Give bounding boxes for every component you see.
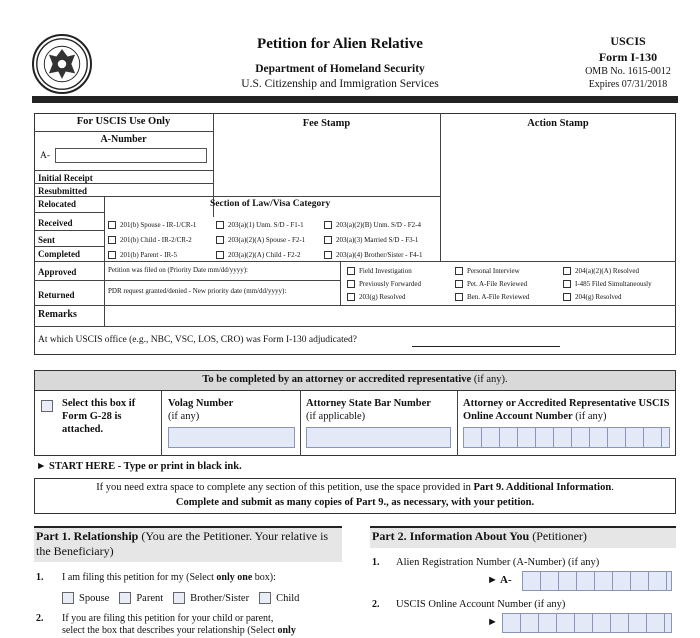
status-label: Ben. A-File Reviewed — [467, 293, 530, 301]
visa-checkbox[interactable] — [216, 221, 224, 229]
part2-title-bold: Part 2. Information About You — [372, 529, 530, 543]
part2-q2-arrow-icon: ► — [487, 616, 498, 628]
part2-q1-number: 1. — [372, 557, 380, 568]
divider — [440, 113, 441, 261]
visa-option-label: 201(b) Child - IR-2/CR-2 — [120, 236, 192, 244]
part1-q2-line1: If you are filing this petition for your child or parent, — [62, 613, 274, 624]
relationship-options — [62, 592, 299, 604]
status-label: Personal Interview — [467, 267, 520, 275]
g28-label: Select this box if Form G-28 is attached. — [62, 398, 136, 435]
visa-option-label: 203(a)(2)(A) Child - F2-2 — [228, 251, 301, 259]
part1-q1-a: I am filing this petition for my (Select — [62, 572, 217, 583]
parent-checkbox[interactable] — [119, 592, 131, 604]
account-label-bold: Attorney or Accredited Representative USCIS Online Account Number — [463, 398, 670, 422]
part1-q2-line2-a: select the box that describes your relationship (Select — [62, 625, 278, 636]
volag-label — [168, 397, 233, 423]
dhs-seal-logo — [32, 34, 92, 94]
status-label: Field Investigation — [359, 267, 412, 275]
attorney-header — [35, 374, 675, 385]
status-checkbox[interactable] — [563, 267, 571, 275]
volag-number-input[interactable] — [168, 427, 295, 448]
divider — [34, 183, 213, 184]
part1-q1-text — [62, 572, 276, 583]
divider — [34, 246, 104, 247]
visa-col-1 — [108, 218, 196, 263]
status-checkbox[interactable] — [347, 293, 355, 301]
divider — [34, 212, 104, 213]
completed-label: Completed — [38, 249, 80, 259]
part2-q1-arrow — [487, 574, 512, 586]
agency-name: U.S. Citizenship and Immigration Services — [241, 78, 439, 90]
relocated-label: Relocated — [38, 199, 76, 209]
visa-option-label: 203(a)(3) Married S/D - F3-1 — [336, 236, 419, 244]
expiration-date: Expires 07/31/2018 — [588, 79, 668, 90]
initial-receipt-label: Initial Receipt — [38, 173, 93, 183]
for-uscis-use-only: For USCIS Use Only — [76, 116, 171, 127]
visa-checkbox[interactable] — [324, 221, 332, 229]
visa-checkbox[interactable] — [216, 251, 224, 259]
visa-checkbox[interactable] — [324, 236, 332, 244]
brother-sister-checkbox[interactable] — [173, 592, 185, 604]
status-checkbox[interactable] — [347, 267, 355, 275]
visa-option-label: 203(a)(4) Brother/Sister - F4-1 — [336, 251, 423, 259]
bar-label-bold: Attorney State Bar Number — [306, 398, 431, 409]
part2-q2-number: 2. — [372, 599, 380, 610]
bar-number-label — [306, 397, 431, 423]
adjudicated-question: At which USCIS office (e.g., NBC, VSC, LOS, CRO) was Form I-130 adjudicated? — [38, 335, 357, 345]
child-checkbox[interactable] — [259, 592, 271, 604]
checks-col-a — [347, 265, 421, 304]
form-title: Petition for Alien Relative — [257, 36, 423, 52]
visa-option-label: 203(a)(1) Unm. S/D - F1-1 — [228, 221, 304, 229]
attorney-header-rest: (if any). — [471, 374, 508, 385]
part2-title-rest: (Petitioner) — [529, 529, 587, 543]
resubmitted-label: Resubmitted — [38, 186, 87, 196]
extra-line1-c: . — [611, 482, 614, 493]
visa-option-label: 201(b) Parent - IR-5 — [120, 251, 177, 259]
divider — [34, 280, 340, 281]
action-stamp-label: Action Stamp — [527, 118, 589, 129]
visa-option-label: 203(a)(2)(B) Unm. S/D - F2-4 — [336, 221, 421, 229]
status-checkbox[interactable] — [455, 280, 463, 288]
part2-title — [372, 529, 587, 544]
part1-q1-b: only one — [216, 572, 253, 583]
part2-q2-text: USCIS Online Account Number (if any) — [396, 599, 566, 610]
checks-col-b — [455, 265, 529, 304]
divider — [457, 391, 458, 456]
extra-space-line2: Complete and submit as many copies of Part 9., as necessary, with your petition. — [175, 497, 535, 508]
pdr-label: PDR request granted/denied - New priority date (mm/dd/yyyy): — [108, 287, 287, 295]
part1-q2-number: 2. — [36, 613, 44, 624]
extra-line1-b: Part 9. Additional Information — [473, 482, 612, 493]
status-checkbox[interactable] — [455, 293, 463, 301]
uscis-a-number-input[interactable] — [55, 148, 207, 163]
header-rule — [32, 96, 678, 103]
section-law-label: Section of Law/Visa Category — [210, 199, 331, 209]
petitioner-a-number-input[interactable] — [522, 571, 672, 591]
visa-col-3 — [324, 218, 423, 263]
visa-col-2 — [216, 218, 305, 263]
divider — [34, 305, 676, 306]
bar-number-input[interactable] — [306, 427, 451, 448]
checks-col-c — [563, 265, 652, 304]
fee-stamp-label: Fee Stamp — [302, 118, 351, 129]
volag-label-bold: Volag Number — [168, 398, 234, 409]
petitioner-online-account-input[interactable] — [502, 613, 672, 633]
arrow-icon: ► — [487, 574, 498, 586]
uscis-label: USCIS — [610, 34, 646, 48]
part2-q1-text: Alien Registration Number (A-Number) (if any) — [396, 557, 600, 568]
part1-q1-number: 1. — [36, 572, 44, 583]
approved-label: Approved — [38, 267, 77, 277]
spouse-checkbox[interactable] — [62, 592, 74, 604]
a-prefix: A- — [40, 151, 51, 161]
attorney-header-bold: To be completed by an attorney or accredited representative — [202, 374, 472, 385]
divider — [34, 230, 104, 231]
brother-sister-label: Brother/Sister — [190, 592, 250, 604]
volag-label-rest: (if any) — [168, 411, 200, 422]
status-label: I-485 Filed Simultaneously — [575, 280, 652, 288]
visa-option-label: 201(b) Spouse - IR-1/CR-1 — [120, 221, 197, 229]
sent-label: Sent — [38, 235, 56, 245]
visa-checkbox[interactable] — [108, 236, 116, 244]
start-here: ► START HERE - Type or print in black ink. — [36, 461, 242, 472]
visa-checkbox[interactable] — [216, 236, 224, 244]
visa-option-label: 203(a)(2)(A) Spouse - F2-1 — [228, 236, 306, 244]
start-here-text: START HERE - Type or print in black ink. — [49, 461, 242, 472]
divider — [300, 391, 301, 456]
divider — [340, 261, 341, 305]
divider — [161, 391, 162, 456]
status-label: 204(a)(2)(A) Resolved — [575, 267, 639, 275]
divider — [34, 326, 676, 327]
status-checkbox[interactable] — [563, 293, 571, 301]
divider — [34, 131, 213, 132]
attorney-account-number-input[interactable] — [463, 427, 670, 448]
remarks-label: Remarks — [38, 309, 77, 320]
g28-checkbox[interactable] — [41, 400, 53, 412]
part1-q2-line2-b: only — [277, 625, 296, 636]
account-number-label — [463, 397, 673, 423]
extra-line1-a: If you need extra space to complete any section of this petition, use the space provided in — [96, 482, 474, 493]
status-label: Previously Forwarded — [359, 280, 422, 288]
account-label-rest: (if any) — [572, 411, 607, 422]
part1-title — [36, 529, 340, 559]
part1-title-bold: Part 1. Relationship — [36, 529, 139, 543]
status-label: 203(g) Resolved — [359, 293, 406, 301]
status-checkbox[interactable] — [455, 267, 463, 275]
extra-space-line1 — [34, 482, 676, 493]
status-label: Pet. A-File Reviewed — [467, 280, 528, 288]
divider — [34, 170, 213, 171]
visa-checkbox[interactable] — [108, 221, 116, 229]
spouse-label: Spouse — [79, 592, 110, 604]
part1-q2-text — [62, 613, 296, 637]
visa-checkbox[interactable] — [108, 251, 116, 259]
status-label: 204(g) Resolved — [575, 293, 622, 301]
omb-number: OMB No. 1615-0012 — [585, 66, 671, 77]
returned-label: Returned — [38, 290, 75, 300]
form-number: Form I-130 — [598, 50, 658, 64]
a-number-label: A-Number — [100, 134, 147, 145]
status-checkbox[interactable] — [347, 280, 355, 288]
adjudicated-line[interactable] — [412, 346, 560, 347]
visa-checkbox[interactable] — [324, 251, 332, 259]
part1-q1-c: box): — [252, 572, 276, 583]
status-checkbox[interactable] — [563, 280, 571, 288]
divider — [34, 196, 440, 197]
part2-a-prefix: A- — [500, 574, 512, 586]
bar-label-rest: (if applicable) — [306, 411, 366, 422]
department-name: Department of Homeland Security — [255, 63, 425, 75]
priority-date-label: Petition was filed on (Priority Date mm/dd/yyyy): — [108, 266, 248, 274]
part1-title-rest: (You are the Petitioner. Your relative is the Beneficiary) — [36, 529, 329, 558]
parent-label: Parent — [136, 592, 164, 604]
received-label: Received — [38, 218, 73, 228]
child-label: Child — [276, 592, 300, 604]
